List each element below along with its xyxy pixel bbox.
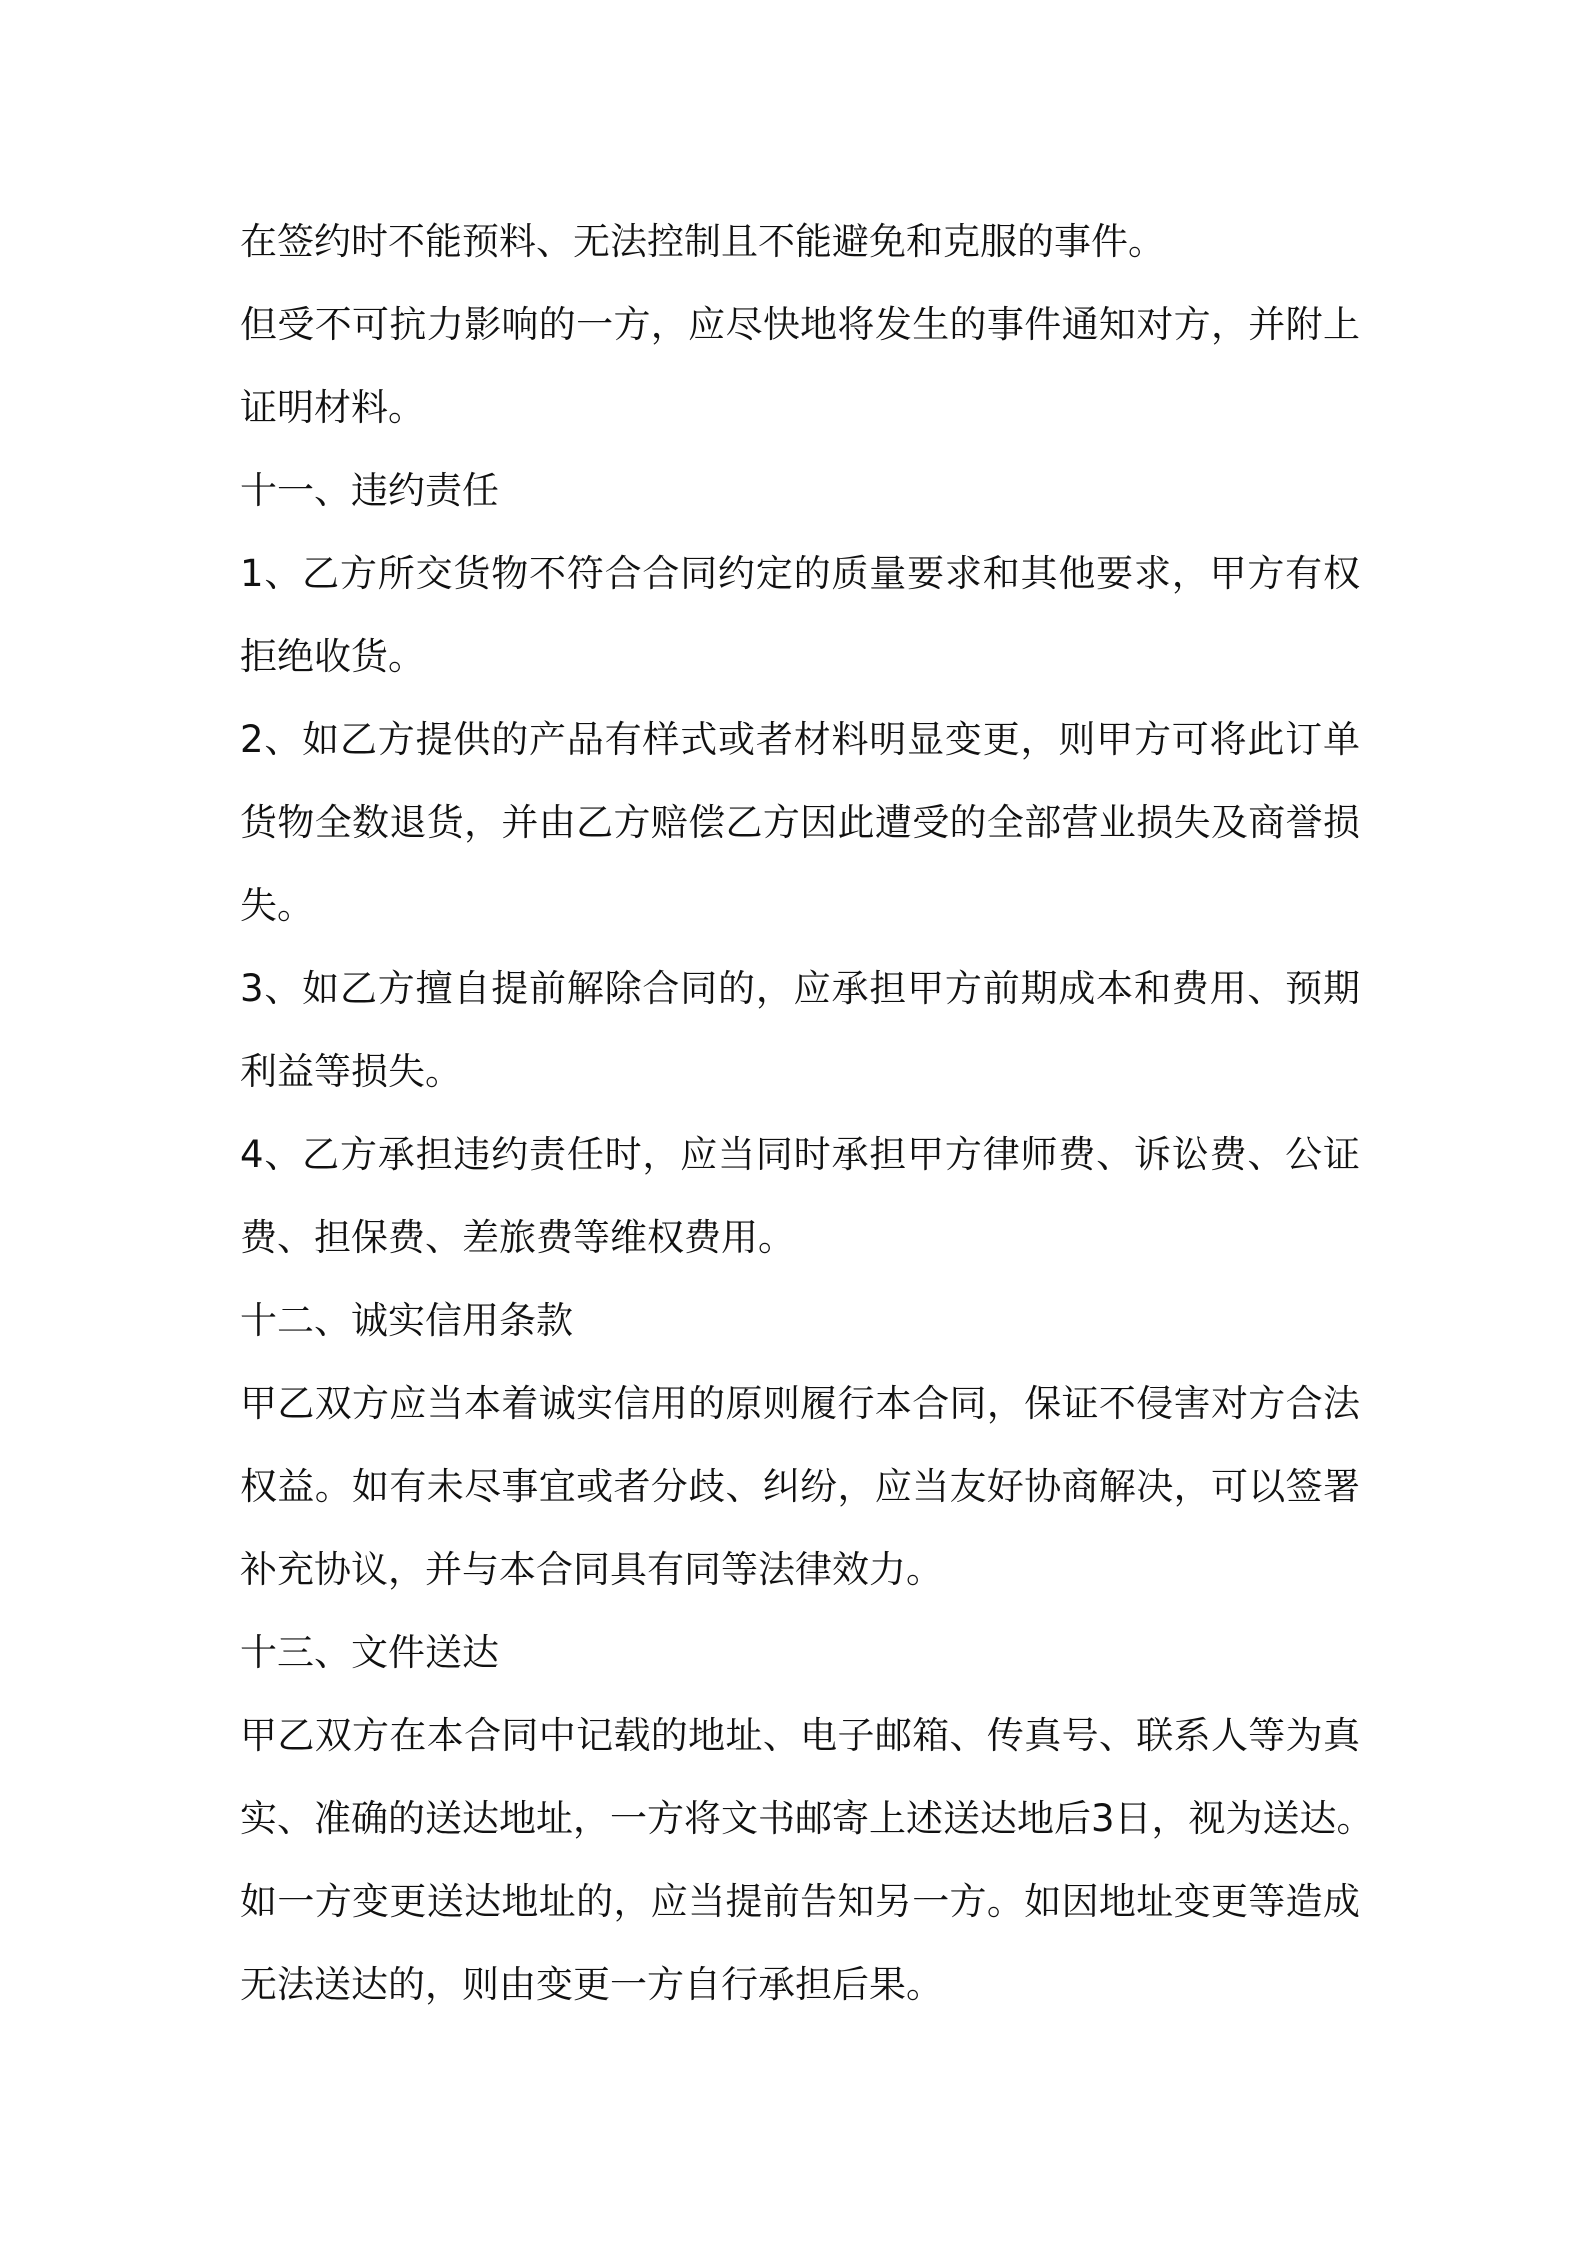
document-body — [240, 200, 1374, 2026]
paragraph-line: 4、乙方承担违约责任时，应当同时承担甲方律师费、诉讼费、公证 — [240, 1133, 1360, 1176]
paragraph-line: 权益。如有未尽事宜或者分歧、纠纷，应当友好协商解决，可以签署 — [240, 1465, 1360, 1508]
paragraph-line: 3、如乙方擅自提前解除合同的，应承担甲方前期成本和费用、预期 — [240, 967, 1360, 1010]
paragraph-line: 证明材料。 — [240, 386, 425, 429]
paragraph-line: 无法送达的，则由变更一方自行承担后果。 — [240, 1963, 943, 2006]
paragraph-line: 甲乙双方应当本着诚实信用的原则履行本合同，保证不侵害对方合法 — [240, 1382, 1360, 1425]
paragraph-line: 拒绝收货。 — [240, 635, 425, 678]
paragraph-line: 在签约时不能预料、无法控制且不能避免和克服的事件。 — [240, 220, 1165, 263]
paragraph-line: 如一方变更送达地址的，应当提前告知另一方。如因地址变更等造成 — [240, 1880, 1360, 1923]
paragraph-line: 失。 — [240, 884, 314, 927]
paragraph-line: 2、如乙方提供的产品有样式或者材料明显变更，则甲方可将此订单 — [240, 718, 1360, 761]
paragraph-line: 货物全数退货，并由乙方赔偿乙方因此遭受的全部营业损失及商誉损 — [240, 801, 1360, 844]
paragraph-line: 费、担保费、差旅费等维权费用。 — [240, 1216, 795, 1259]
paragraph-line: 利益等损失。 — [240, 1050, 462, 1093]
section-heading: 十一、违约责任 — [240, 469, 499, 512]
paragraph-line: 但受不可抗力影响的一方，应尽快地将发生的事件通知对方，并附上 — [240, 303, 1360, 346]
paragraph-line: 甲乙双方在本合同中记载的地址、电子邮箱、传真号、联系人等为真 — [240, 1714, 1360, 1757]
section-heading: 十三、文件送达 — [240, 1631, 499, 1674]
paragraph-line: 补充协议，并与本合同具有同等法律效力。 — [240, 1548, 943, 1591]
paragraph-line: 实、准确的送达地址，一方将文书邮寄上述送达地后3日，视为送达。 — [240, 1797, 1374, 1840]
paragraph-line: 1、乙方所交货物不符合合同约定的质量要求和其他要求，甲方有权 — [240, 552, 1360, 595]
section-heading: 十二、诚实信用条款 — [240, 1299, 573, 1342]
